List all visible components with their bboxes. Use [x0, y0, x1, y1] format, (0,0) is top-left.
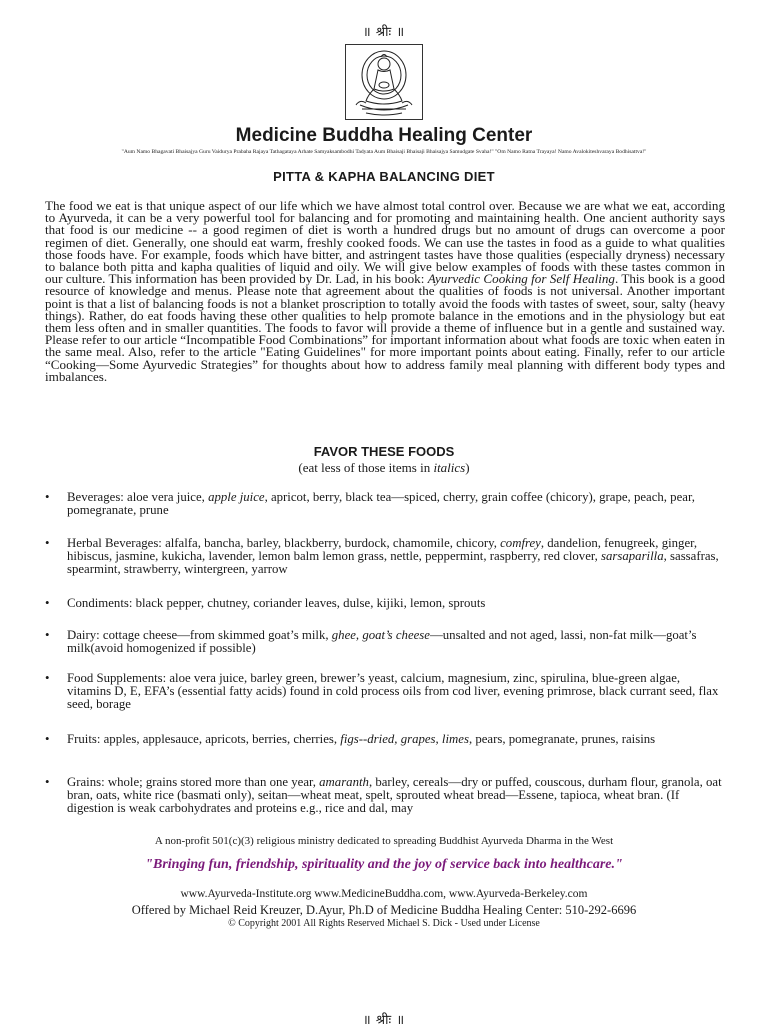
medicine-buddha-logo [345, 44, 423, 120]
list-item-text-italic: apple juice [208, 490, 265, 504]
list-item-text-plain: , sassafras, spearmint, strawberry, wintergreen, yarrow [67, 549, 719, 576]
bullet-icon: • [45, 671, 50, 685]
list-item-text-italic: ghee, goat’s cheese [331, 628, 430, 642]
footer-offered-by: Offered by Michael Reid Kreuzer, D.Ayur, Ph.D of Medicine Buddha Healing Center: 510-292-6696 [131, 903, 637, 917]
bullet-icon: • [45, 732, 50, 746]
intro-paragraph [45, 200, 725, 383]
list-item-text-plain: Condiments: black pepper, chutney, coriander leaves, dulse, kijiki, lemon, sprouts [67, 596, 486, 610]
list-item-fruits [45, 733, 725, 746]
intro-text-part-1: The food we eat is that unique aspect of our life which we have almost total control over. Because we are what we eat, according to Ayurveda, it can be a very powerful tool for balancing and for promoting and maintaining health. One ancient authority says that food is our medicine -- a good regimen of diet is worth a hundred drugs but no amount of drugs can overcome a poor regimen of diet. Generally, one should eat warm, freshly cooked foods. We can use the tastes in food as a guide to what qualities those foods have. For example, foods which have bitter, and astringent tastes have those qualities (especially dryness) necessary to balance both pitta and kapha qualities of liquid and oily. We will give below examples of foods with these tastes common in our culture. This information has been provided by Dr. Lad, in his book: [45, 198, 725, 287]
list-item-text-plain: —unsalted and not aged, lassi, non-fat milk—goat’s milk(avoid homogenized if possible) [67, 628, 697, 655]
list-item-text [67, 776, 725, 815]
list-item-text-plain: Food Supplements: aloe vera juice, barley green, brewer’s yeast, calcium, magnesium, zinc, spirulina, blue-green algae, vitamins D, E, EFA’s (essential fatty acids) found in cold process oils from cod liver, evening primrose, black currant seed, flax seed, borage [67, 671, 719, 711]
list-item-text-italic: amaranth [319, 775, 369, 789]
list-item-text-italic: sarsaparilla [601, 549, 664, 563]
list-item-text [67, 537, 725, 576]
mantra-line: "Aum Namo Bhagavati Bhaisajya Guru Vaidurya Prabaha Rajaya Tathagataya Arhate Samyaksambodhi Tadyata Aum Bhaisaji Bhaisaji Bhaisajya Samudgate Svaha!" "Om Namo Ratna Trayaya! Namo Avalokiteshvaraya Bodhisattva!" [121, 149, 647, 155]
list-item-food-supplements [45, 672, 725, 711]
favor-sub-close: ) [465, 460, 470, 475]
list-item-text-plain: Grains: whole; grains stored more than one year, [67, 775, 320, 789]
sanskrit-footer-mark: ॥ श्रीः ॥ [362, 1012, 406, 1027]
favor-foods-heading: FAVOR THESE FOODS [313, 444, 455, 459]
bullet-icon: • [45, 628, 50, 642]
list-item-text-plain: Fruits: apples, applesauce, apricots, berries, cherries, [67, 732, 341, 746]
bullet-icon: • [45, 596, 50, 610]
list-item-text-plain: Dairy: cottage cheese—from skimmed goat’s milk, [67, 628, 332, 642]
list-item-text-plain: , apricot, berry, black tea—spiced, cherry, grain coffee (chicory), grape, peach, pear, pomegranate, prune [67, 490, 695, 517]
favor-sub-italic: italics [433, 460, 466, 475]
list-item-condiments [45, 597, 725, 610]
list-item-text-plain: , pears, pomegranate, prunes, raisins [468, 732, 656, 746]
favor-sub-text: (eat less of those items in [298, 460, 434, 475]
list-item-text-plain: Herbal Beverages: alfalfa, bancha, barley, blackberry, burdock, chamomile, chicory, [67, 536, 501, 550]
list-item-herbal-beverages [45, 537, 725, 576]
list-item-text [67, 733, 725, 746]
favor-foods-subheading [0, 460, 768, 476]
list-item-text-italic: figs--dried, grapes, limes [340, 732, 469, 746]
bullet-icon: • [45, 775, 50, 789]
list-item-beverages [45, 491, 725, 517]
list-item-grains [45, 776, 725, 815]
list-item-text [67, 491, 725, 517]
list-item-text [67, 597, 725, 610]
bullet-icon: • [45, 536, 50, 550]
list-item-text-plain: Beverages: aloe vera juice, [67, 490, 209, 504]
center-name-heading: Medicine Buddha Healing Center [235, 125, 533, 146]
footer-copyright: © Copyright 2001 All Rights Reserved Michael S. Dick - Used under License [228, 918, 540, 929]
footer-quote: "Bringing fun, friendship, spirituality and the joy of service back into healthcare." [145, 857, 623, 872]
intro-text-part-2: . This book is a good resource of knowledge and menus. Please note that agreement about the qualities of foods is not universal. Another important point is that a list of balancing foods is not a blanket proscription to totally avoid the foods with tastes of sweet, sour, salty (heavy things). Rather, do eat foods having these other qualities to help promote balance in the emotions and in the physiology but eat them less often and in smaller quantities. The foods to favor will provide a theme of influence but in a gentle and sustained way. Please refer to our article “Incompatible Food Combinations” for important information about what foods are toxic when eaten in the same meal. Also, refer to the article "Eating Guidelines" for more important points about eating. Finally, refer to our article “Cooking—Some Ayurvedic Strategies” for thoughts about how to address family meal planning with different body types and imbalances. [45, 271, 725, 384]
list-item-text [67, 672, 725, 711]
list-item-text-plain: , barley, cereals—dry or puffed, couscous, durham flour, granola, oat bran, oats, white rice (basmati only), seitan—wheat meat, spelt, sprouted wheat bread—Essene, tapioca, wheat bran. (If digestion is weak carbohydrates and proteins e.g., rice and dal, may [67, 775, 722, 815]
footer-website-links[interactable]: www.Ayurveda-Institute.org www.MedicineBuddha.com, www.Ayurveda-Berkeley.com [180, 888, 588, 900]
footer-ministry-line: A non-profit 501(c)(3) religious ministry dedicated to spreading Buddhist Ayurveda Dharma in the West [154, 835, 614, 847]
list-item-text-italic: comfrey [500, 536, 541, 550]
book-title: Ayurvedic Cooking for Self Healing [427, 271, 615, 287]
list-item-text [67, 629, 725, 655]
list-item-text-plain: , dandelion, fenugreek, ginger, hibiscus, jasmine, kukicha, lavender, lemon balm lemon grass, nettle, peppermint, raspberry, red clover, [67, 536, 698, 563]
sanskrit-header-mark: ॥ श्रीः ॥ [362, 24, 406, 39]
document-title: PITTA & KAPHA BALANCING DIET [273, 169, 495, 184]
list-item-dairy [45, 629, 725, 655]
bullet-icon: • [45, 490, 50, 504]
buddha-figure-icon [346, 45, 422, 119]
